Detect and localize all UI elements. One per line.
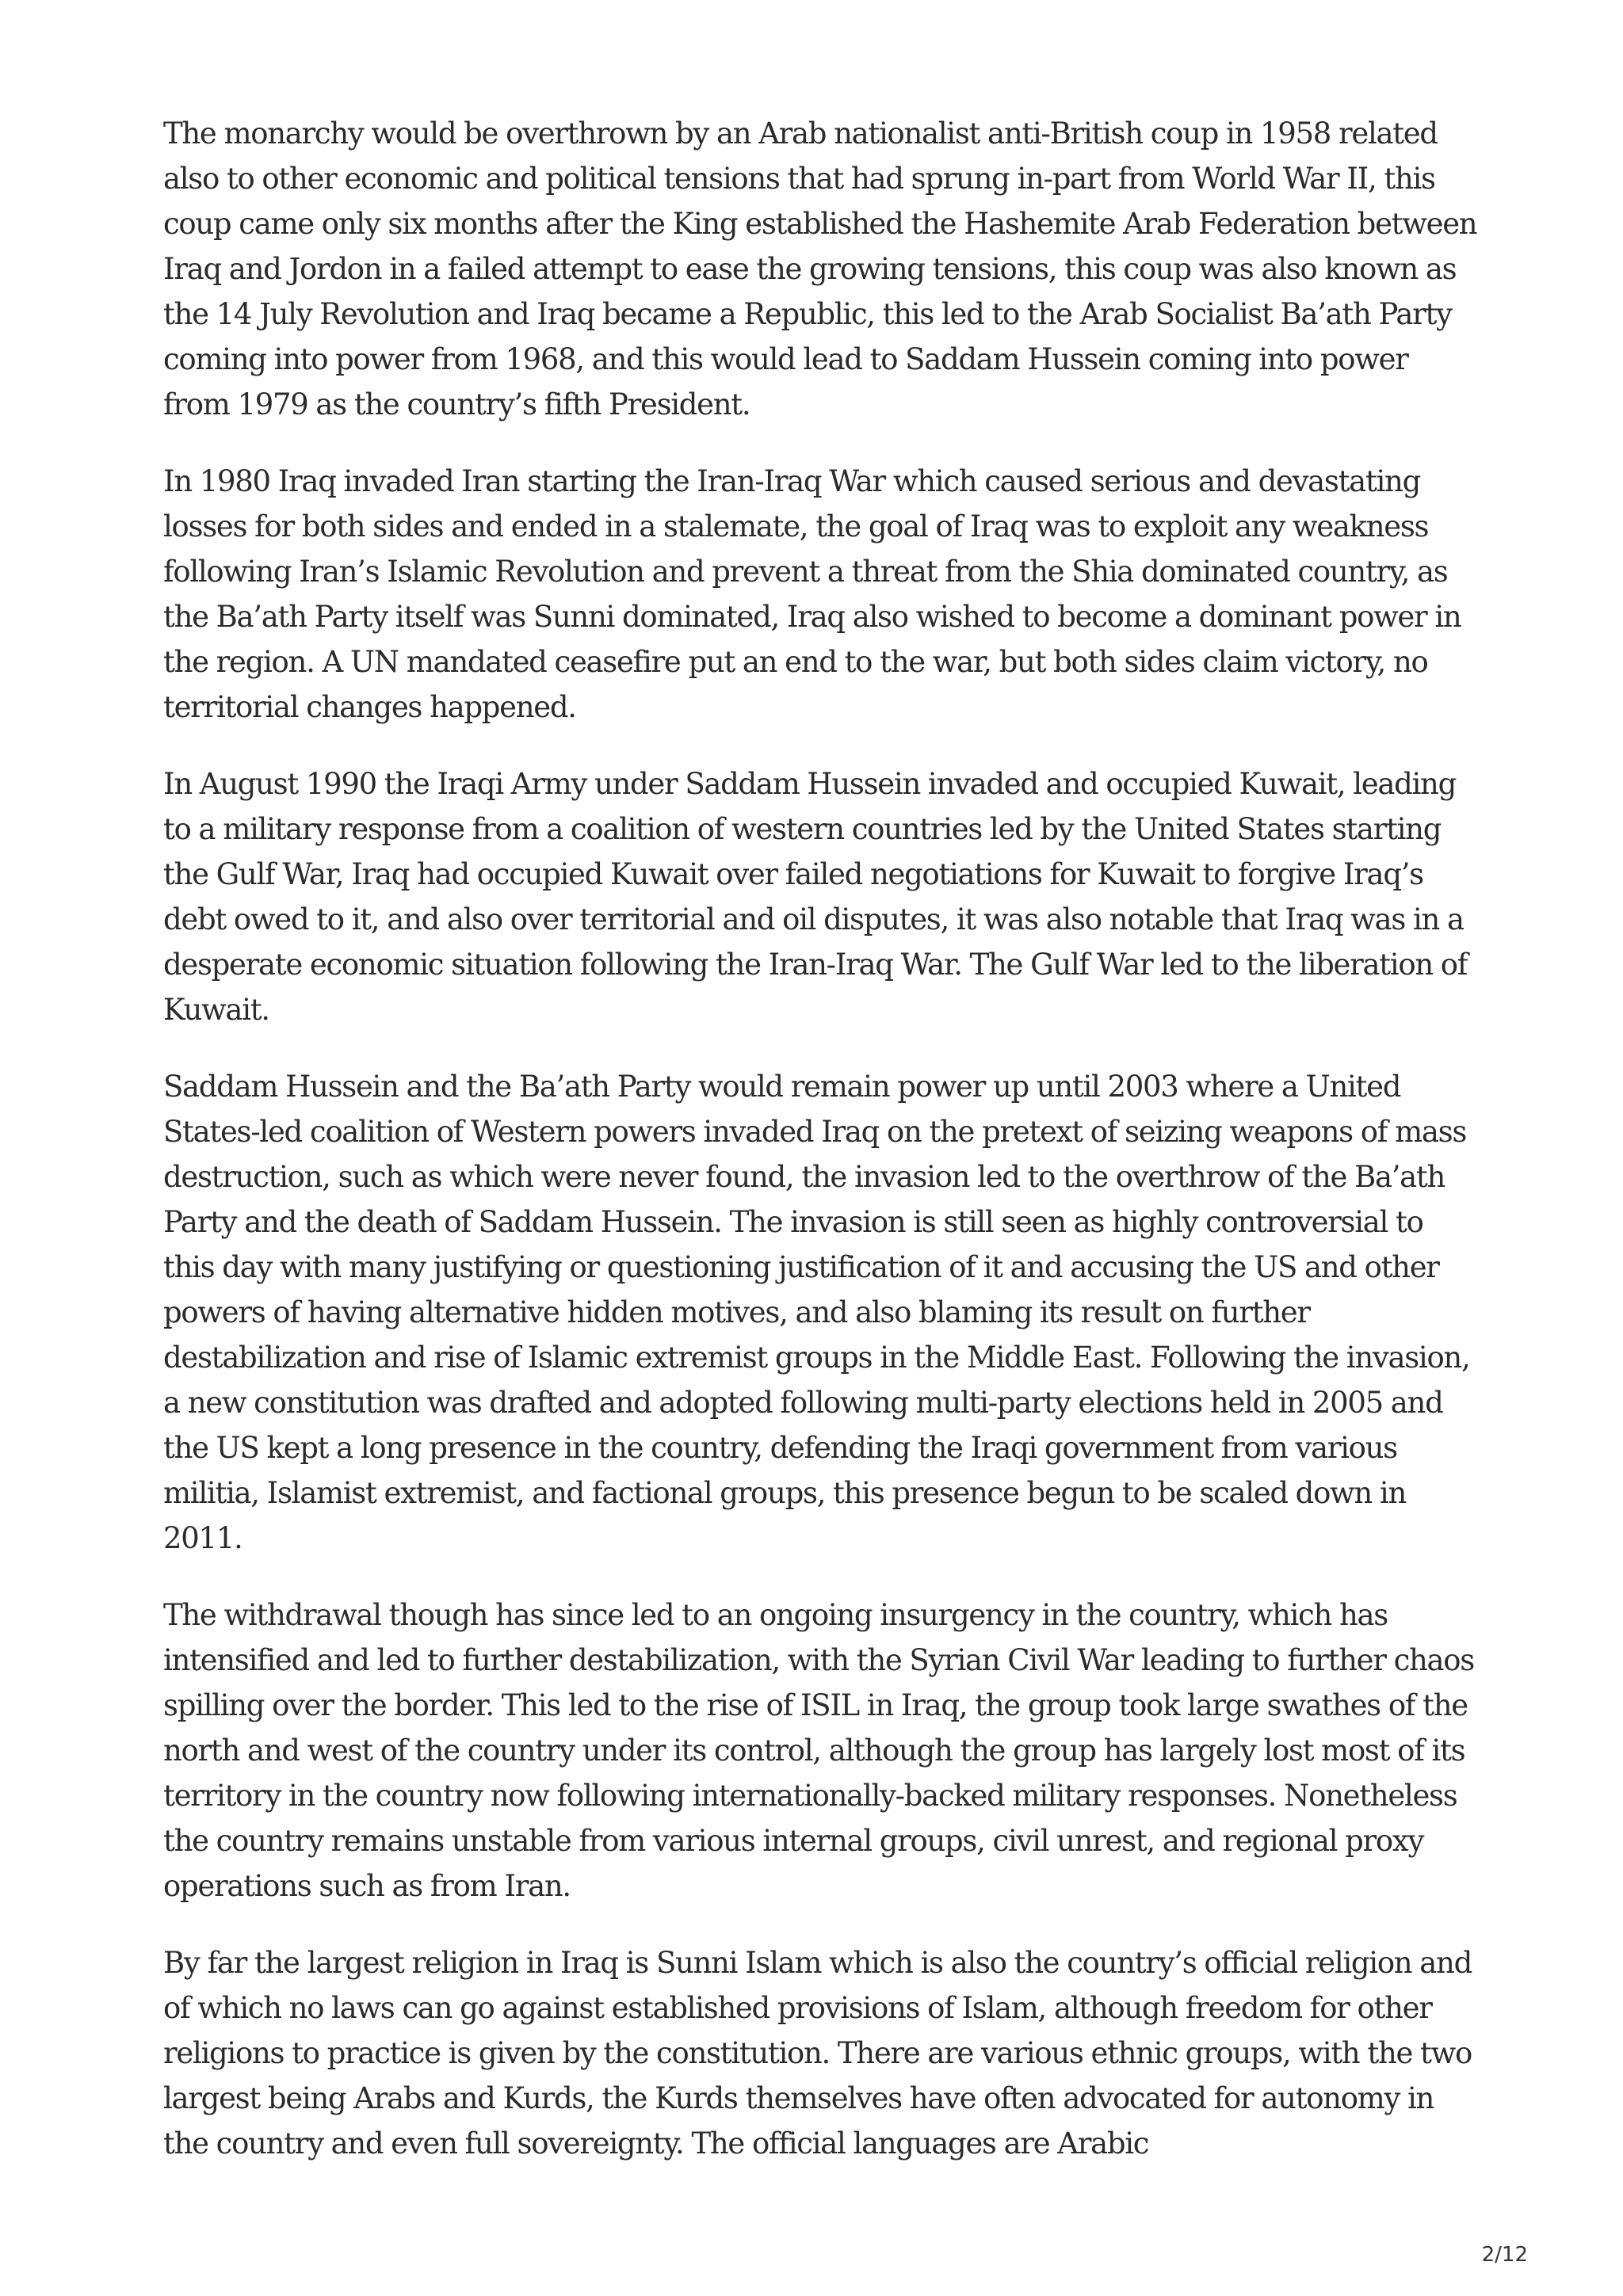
paragraph-2003-invasion: Saddam Hussein and the Ba’ath Party would remain power up until 2003 where a United States-led coalition of Western powers invaded Iraq on the pretext of seizing weapons of mass destruction, such as which were never found, the invasion led to the overthrow of the Ba’ath Party and the death of Saddam Hussein. The invasion is still seen as highly controversial to this day with many justifying or questioning justification of it and accusing the US and other powers of having alternative hidden motives, and also blaming its result on further destabilization and rise of Islamic extremist groups in the Middle East. Following the invasion, a new constitution was drafted and adopted following multi-party elections held in 2005 and the US kept a long presence in the country, defending the Iraqi government from various militia, Islamist extremist, and factional groups, this presence begun to be scaled down in 2011.: [163, 1070, 1470, 1555]
page-number: 2/12: [1481, 2243, 1528, 2267]
paragraph-monarchy-coup: The monarchy would be overthrown by an Arab nationalist anti-British coup in 1958 related also to other economic and political tensions that had sprung in-part from World War II, this coup came only six months after the King established the Hashemite Arab Federation between Iraq and Jordon in a failed attempt to ease the growing tensions, this coup was also known as the 14 July Revolution and Iraq became a Republic, this led to the Arab Socialist Ba’ath Party coming into power from 1968, and this would lead to Saddam Hussein coming into power from 1979 as the country’s fifth President.: [163, 116, 1477, 421]
article-body: [163, 111, 1479, 2198]
paragraph-gulf-war: In August 1990 the Iraqi Army under Saddam Hussein invaded and occupied Kuwait, leading to a military response from a coalition of western countries led by the United States starting the Gulf War, Iraq had occupied Kuwait over failed negotiations for Kuwait to forgive Iraq’s debt owed to it, and also over territorial and oil disputes, it was also notable that Iraq was in a desperate economic situation following the Iran-Iraq War. The Gulf War led to the liberation of Kuwait.: [163, 767, 1468, 1027]
paragraph-insurgency: The withdrawal though has since led to an ongoing insurgency in the country, which has intensified and led to further destabilization, with the Syrian Civil War leading to further chaos spilling over the border. This led to the rise of ISIL in Iraq, the group took large swathes of the north and west of the country under its control, although the group has largely lost most of its territory in the country now following internationally-backed military responses. Nonetheless the country remains unstable from various internal groups, civil unrest, and regional proxy operations such as from Iran.: [163, 1598, 1474, 1903]
paragraph-iran-iraq-war: In 1980 Iraq invaded Iran starting the Iran-Iraq War which caused serious and devastating losses for both sides and ended in a stalemate, the goal of Iraq was to exploit any weakness following Iran’s Islamic Revolution and prevent a threat from the Shia dominated country, as the Ba’ath Party itself was Sunni dominated, Iraq also wished to become a dominant power in the region. A UN mandated ceasefire put an end to the war, but both sides claim victory, no territorial changes happened.: [163, 464, 1461, 724]
paragraph-religion: By far the largest religion in Iraq is Sunni Islam which is also the country’s official religion and of which no laws can go against established provisions of Islam, although freedom for other religions to practice is given by the constitution. There are various ethnic groups, with the two largest being Arabs and Kurds, the Kurds themselves have often advocated for autonomy in the country and even full sovereignty. The official languages are Arabic: [163, 1946, 1472, 2161]
